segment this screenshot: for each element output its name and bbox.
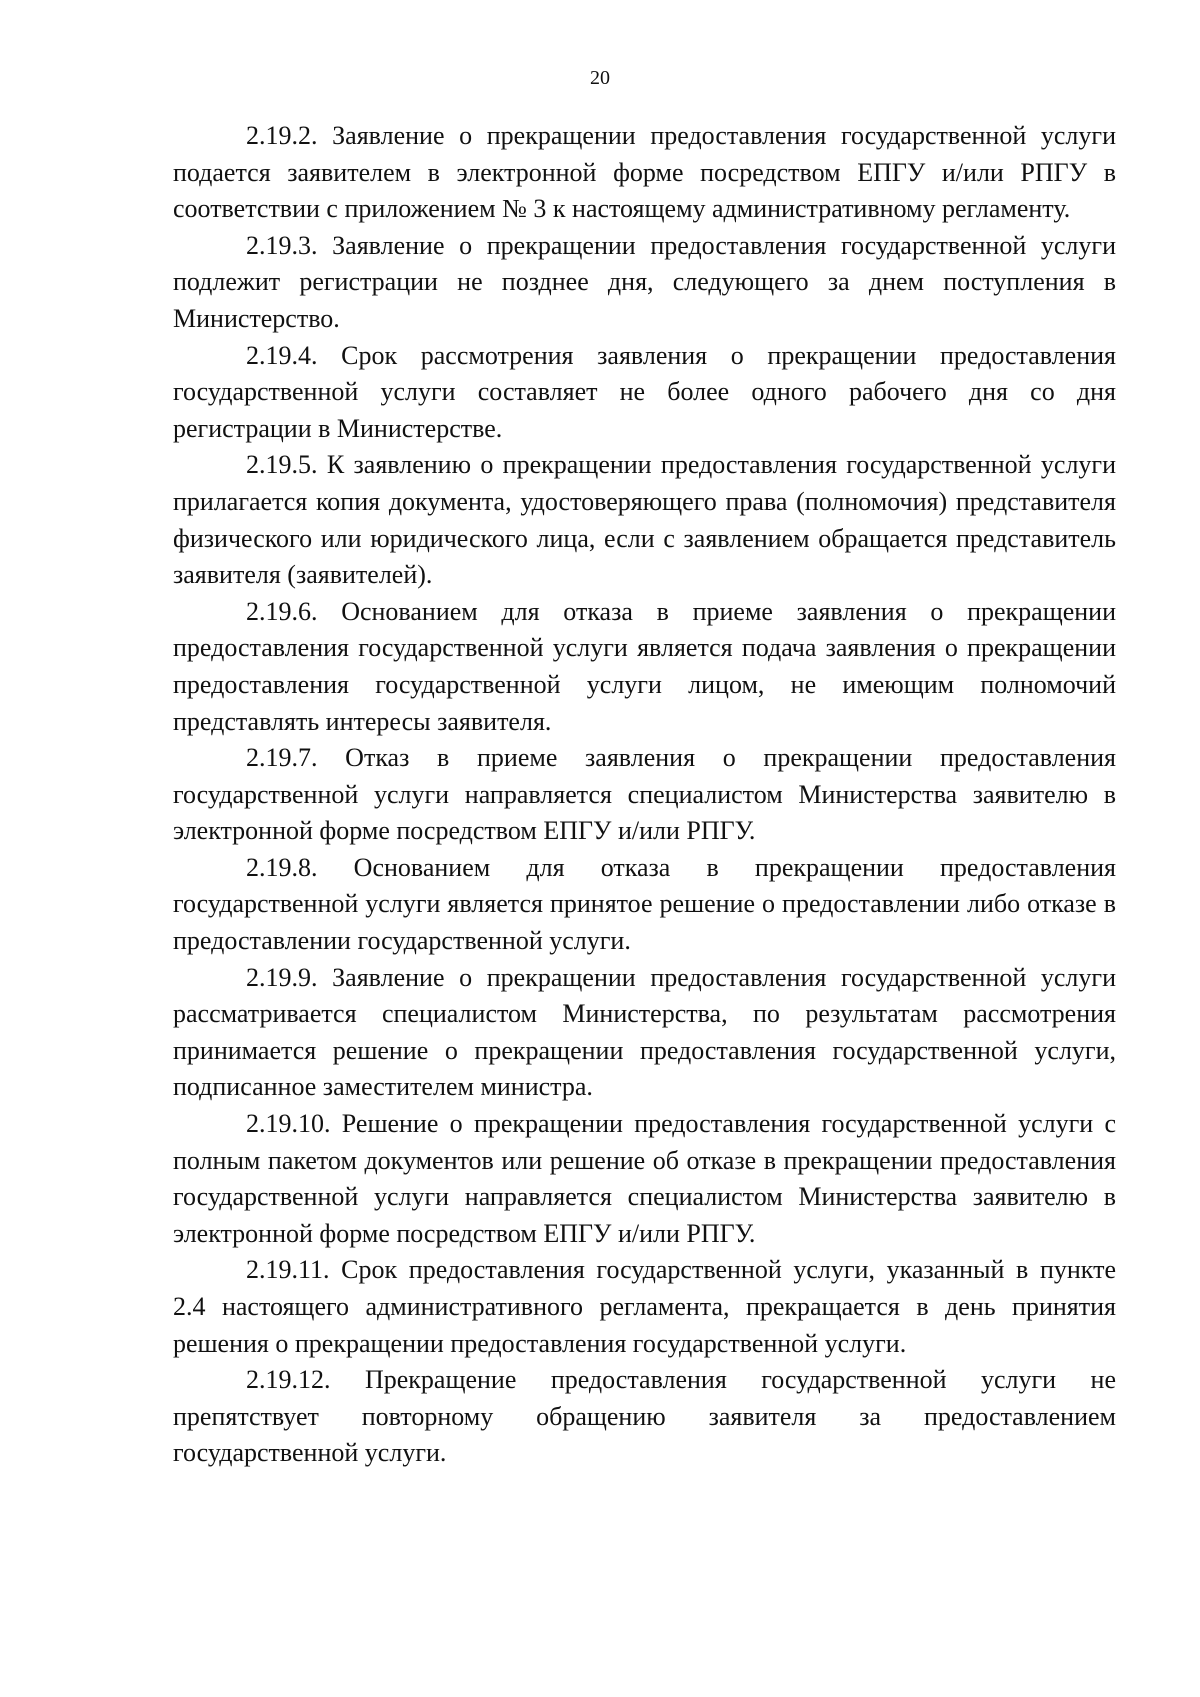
paragraph-2-19-4: 2.19.4. Срок рассмотрения заявления о прекращении предоставления государственной услуги составляет не более одного рабочего дня со дня регистрации в Министерстве.: [173, 340, 1116, 443]
paragraph-2-19-9: 2.19.9. Заявление о прекращении предоставления государственной услуги рассматривается специалистом Министерства, по результатам рассмотрения принимается решение о прекращении предоставления государственной услуги, подписанное заместителем министра.: [173, 962, 1116, 1102]
document-body: [173, 118, 1116, 1472]
paragraph-2-19-11: 2.19.11. Срок предоставления государственной услуги, указанный в пункте 2.4 настоящего административного регламента, прекращается в день принятия решения о прекращении предоставления государственной услуги.: [173, 1255, 1116, 1358]
paragraph-2-19-10: 2.19.10. Решение о прекращении предоставления государственной услуги с полным пакетом документов или решение об отказе в прекращении предоставления государственной услуги направляется специалистом Министерства заявителю в электронной форме посредством ЕПГУ и/или РПГУ.: [173, 1109, 1116, 1248]
paragraph-2-19-8: 2.19.8. Основанием для отказа в прекращении предоставления государственной услуги является принятое решение о предоставлении либо отказе в предоставлении государственной услуги.: [173, 852, 1116, 956]
page-number: 20: [590, 67, 610, 89]
paragraph-2-19-5: 2.19.5. К заявлению о прекращении предоставления государственной услуги прилагается копия документа, удостоверяющего права (полномочия) представителя физического или юридического лица, если с заявлением обращается представитель заявителя (заявителей).: [173, 450, 1116, 590]
paragraph-2-19-6: 2.19.6. Основанием для отказа в приеме заявления о прекращении предоставления государственной услуги является подача заявления о прекращении предоставления государственной услуги лицом, не имеющим полномочий представлять интересы заявителя.: [173, 596, 1116, 736]
paragraph-2-19-2: 2.19.2. Заявление о прекращении предоставления государственной услуги подается заявителем в электронной форме посредством ЕПГУ и/или РПГУ в соответствии с приложением № 3 к настоящему административному регламенту.: [173, 121, 1116, 224]
paragraph-2-19-3: 2.19.3. Заявление о прекращении предоставления государственной услуги подлежит регистрации не позднее дня, следующего за днем поступления в Министерство.: [173, 230, 1116, 333]
paragraph-2-19-7: 2.19.7. Отказ в приеме заявления о прекращении предоставления государственной услуги направляется специалистом Министерства заявителю в электронной форме посредством ЕПГУ и/или РПГУ.: [173, 743, 1116, 846]
paragraph-2-19-12: 2.19.12. Прекращение предоставления государственной услуги не препятствует повторному обращению заявителя за предоставлением государственной услуги.: [173, 1365, 1116, 1468]
